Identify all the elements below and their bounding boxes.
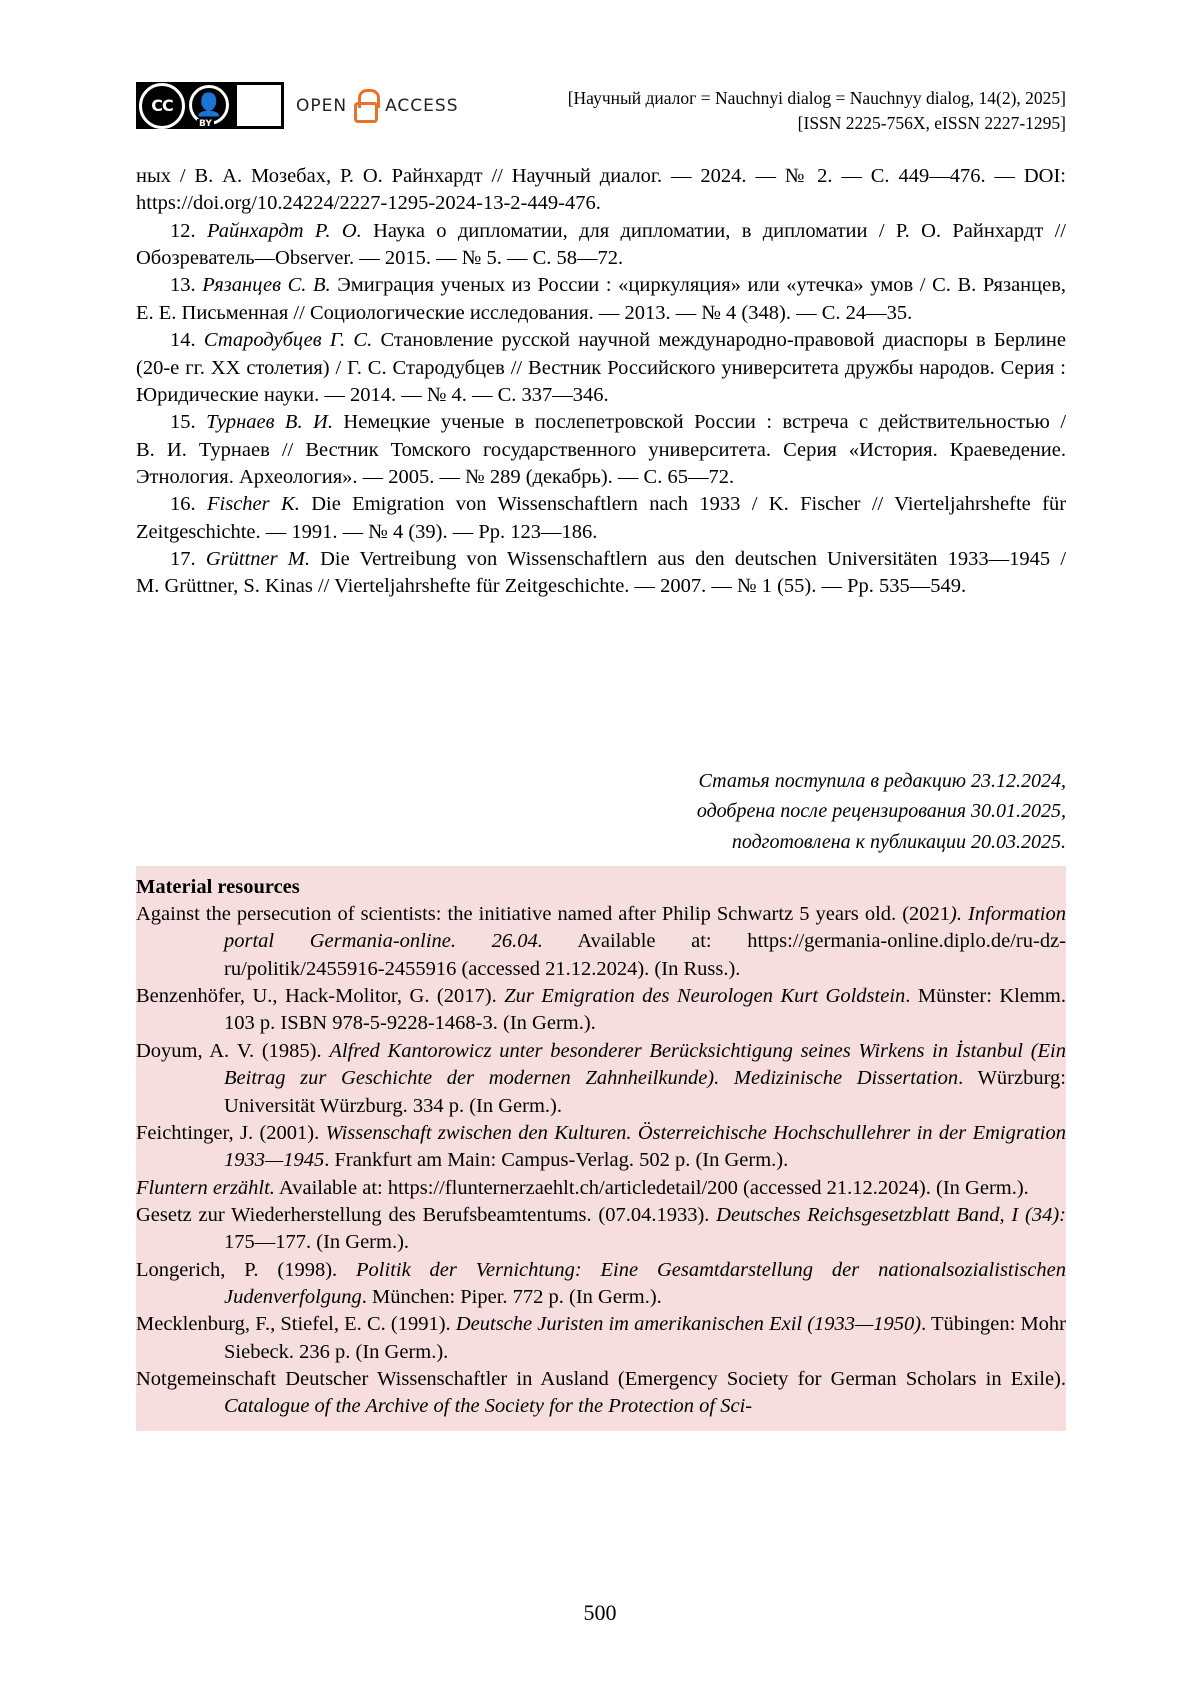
journal-citation-info (568, 86, 1066, 137)
matres-benzenhofer: Benzenhöfer, U., Hack-Molitor, G. (2017). Zur Emigration des Neurologen Kurt Goldstein. Münster: Klemm. 103 p. ISBN 978-5-9228-1468-3. (In Germ.). (136, 985, 1066, 1035)
material-resources-section (136, 866, 1066, 1431)
open-access-open-label: OPEN (296, 96, 348, 116)
published-date: подготовлена к публикации 20.03.2025. (731, 830, 1066, 853)
submission-dates-block (136, 766, 1066, 857)
cc-icon: CC (139, 83, 185, 129)
matres-fluntern: Fluntern erzählt. Available at: https://flunternerzaehlt.ch/articledetail/200 (accessed 21.12.2024). (In Germ.). (136, 1176, 1029, 1199)
matres-feichtinger: Feichtinger, J. (2001). Wissenschaft zwischen den Kulturen. Österreichische Hochschullehrer in der Emigration 1933—1945. Frankfurt am Main: Campus-Verlag. 502 p. (In Germ.). (136, 1121, 1066, 1172)
open-access-access-label: ACCESS (385, 96, 459, 116)
matres-gesetz: Gesetz zur Wiederherstellung des Berufsbeamtentums. (07.04.1933). Deutsches Reichsgesetzblatt Band, I (34): 175—177. (In Germ.). (136, 1203, 1066, 1254)
cc-by-icon (189, 85, 237, 129)
ref-17: 17. Grüttner M. Die Vertreibung von Wissenschaftlern aus den deutschen Universitäten 1933—1945 / M. Grüttner, S. Kinas // Vierteljahrshefte für Zeitgeschichte. — 2007. — № 1 (55). — Pp. 535—549. (136, 548, 1067, 598)
ref-12: 12. Райнхардт Р. О. Наука о дипломатии, для дипломатии, в дипломатии / Р. О. Райнхардт // Обозреватель—Observer. — 2015. — № 5. — С. 58—72. (136, 219, 1066, 270)
material-resources-heading: Material resources (136, 876, 300, 898)
references-list (136, 163, 1066, 601)
journal-title-line: [Научный диалог = Nauchnyi dialog = Nauchnyy dialog, 14(2), 2025] (567, 88, 1066, 108)
matres-mecklenburg: Mecklenburg, F., Stiefel, E. C. (1991). Deutsche Juristen im amerikanischen Exil (1933—1950). Tübingen: Mohr Siebeck. 236 p. (In Germ.). (136, 1313, 1067, 1363)
matres-longerich: Longerich, P. (1998). Politik der Vernichtung: Eine Gesamtdarstellung der nationalsozialistischen Judenverfolgung. München: Piper. 772 p. (In Germ.). (136, 1258, 1066, 1309)
matres-doyum: Doyum, A. V. (1985). Alfred Kantorowicz unter besonderer Berücksichtigung seines Wirkens in İstanbul (Ein Beitrag zur Geschichte der modernen Zahnheilkunde). Medizinische Dissertation. Würzburg: Universität Würzburg. 334 p. (In Germ.). (136, 1039, 1066, 1117)
page-header (136, 78, 1066, 138)
ref-14: 14. Стародубцев Г. С. Становление русской научной международно-правовой диаспоры в Берлине (20-е гг. XX столетия) / Г. С. Стародубцев // Вестник Российского университета дружбы народов. Серия : Юридические науки. — 2014. — № 4. — С. 337—346. (136, 329, 1067, 406)
cc-badge-filler (237, 85, 281, 126)
creative-commons-badge (136, 82, 284, 129)
cc-person-icon: 👤 (189, 85, 229, 125)
ref-16: 16. Fischer K. Die Emigration von Wissenschaftlern nach 1933 / K. Fischer // Vierteljahrshefte für Zeitgeschichte. — 1991. — № 4 (39). — Pp. 123—186. (136, 493, 1067, 543)
received-date: Статья поступила в редакцию 23.12.2024, (698, 770, 1066, 792)
ref-13: 13. Рязанцев С. В. Эмиграция ученых из России : «циркуляция» или «утечка» умов / С. В. Рязанцев, Е. Е. Письменная // Социологические исследования. — 2013. — № 4 (348). — С. 24—35. (136, 274, 1067, 324)
page-number: 500 (583, 1600, 617, 1625)
open-lock-icon (353, 89, 379, 123)
ref-continued: ных / В. А. Мозебах, Р. О. Райнхардт // Научный диалог. — 2024. — № 2. — С. 449—476. — DOI: https://doi.org/10.24224/2227-1295-2024-13-2-449-476. (136, 165, 1066, 215)
journal-issn-line: [ISSN 2225-756X, eISSN 2227-1295] (797, 113, 1066, 134)
material-resources-entries (136, 901, 1066, 1421)
open-access-logo (296, 88, 459, 124)
approved-date: одобрена после рецензирования 30.01.2025, (696, 800, 1066, 823)
matres-notgemeinschaft: Notgemeinschaft Deutscher Wissenschaftler in Ausland (Emergency Society for German Scholars in Exile). Catalogue of the Archive of the Society for the Protection of Sci- (136, 1368, 1066, 1418)
matres-schwartz: Against the persecution of scientists: the initiative named after Philip Schwartz 5 years old. (2021). Information portal Germania-online. 26.04. Available at: https://germania-online.diplo.de/ru-dz-ru/politik/2455916-2455916 (accessed 21.12.2024). (In Russ.). (136, 903, 1066, 980)
ref-15: 15. Турнаев В. И. Немецкие ученые в послепетровской России : встреча с действительностью / В. И. Турнаев // Вестник Томского государственного университета. Серия «История. Краеведение. Этнология. Археология». — 2005. — № 289 (декабрь). — С. 65—72. (136, 411, 1067, 488)
cc-by-label: BY (199, 119, 212, 129)
